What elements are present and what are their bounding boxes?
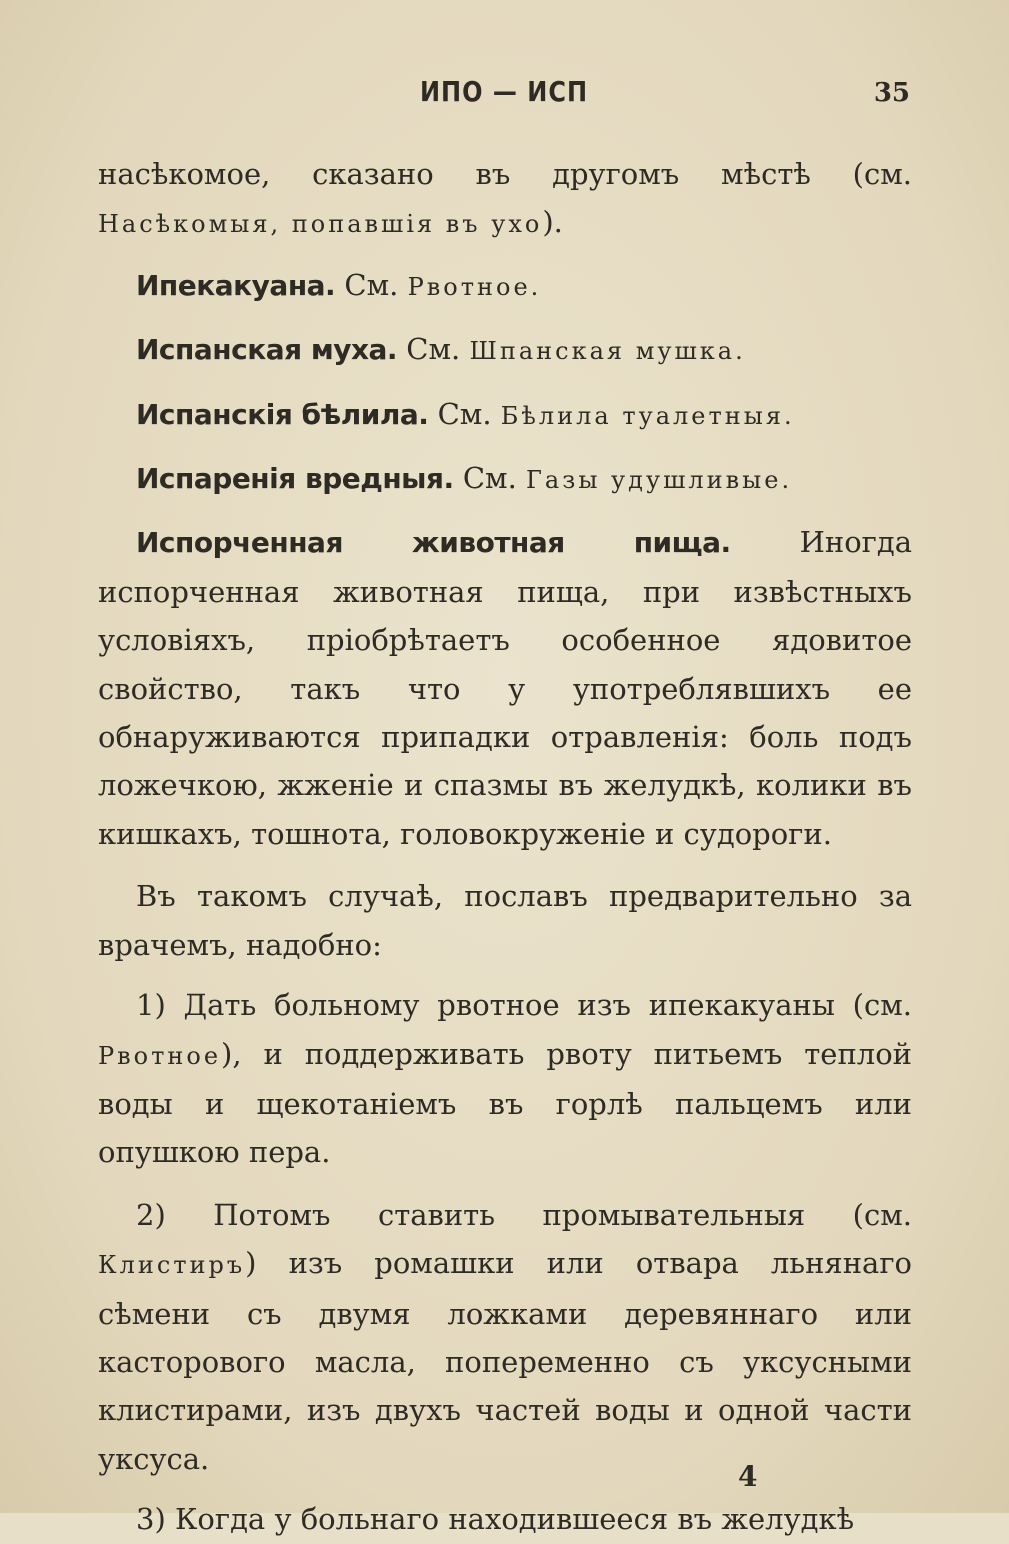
entry-harmful-vapors bbox=[98, 454, 912, 504]
entry-spoiled-food bbox=[98, 518, 912, 858]
entry-headword: Испанскія бѣлила. bbox=[136, 397, 429, 431]
cross-reference: Бѣлила туалетныя. bbox=[500, 401, 795, 430]
entry-headword: Ипекакуана. bbox=[136, 268, 336, 302]
step-text: 1) Дать больному рвотное изъ ипекакуаны (см. bbox=[136, 988, 912, 1023]
entry-spanish-fly bbox=[98, 325, 912, 375]
treatment-step-3: 3) Когда у больнаго находившееся въ желудкѣ bbox=[136, 1502, 855, 1537]
cross-reference: Шпанская мушка. bbox=[469, 337, 746, 366]
continuation-paragraph bbox=[98, 150, 912, 249]
treatment-intro: Въ такомъ случаѣ, пославъ предварительно за врачемъ, надобно: bbox=[98, 879, 912, 962]
see-label: См. bbox=[428, 396, 501, 431]
entry-headword: Испорченная животная пища. bbox=[136, 526, 731, 560]
see-label: См. bbox=[335, 267, 408, 302]
entry-headword: Испаренія вредныя. bbox=[136, 462, 454, 496]
cross-reference: Насѣкомыя, попавшія въ ухо bbox=[98, 210, 543, 239]
page-number: 35 bbox=[873, 78, 910, 108]
running-header bbox=[98, 75, 910, 114]
cross-reference: Рвотное bbox=[98, 1041, 222, 1070]
cont-end: ). bbox=[542, 205, 563, 240]
entry-ipecacuanha bbox=[98, 261, 912, 311]
entry-text: Иногда испорченная животная пища, при извѣстныхъ условіяхъ, пріобрѣтаетъ особенное ядовитое свойство, такъ что у употреблявшихъ ее обнаруживаются припадки отравленія: боль подъ ложечкою, жженіе и спазмы въ желудкѣ, колики въ кишкахъ, тошнота, головокруженіе и судороги. bbox=[98, 525, 913, 851]
treatment-step-2 bbox=[98, 1191, 912, 1483]
see-label: См. bbox=[397, 332, 470, 367]
entry-spanish-white bbox=[98, 390, 912, 440]
see-label: См. bbox=[453, 461, 527, 496]
cross-reference: Рвотное. bbox=[407, 272, 542, 301]
page-body bbox=[98, 150, 912, 1544]
cross-reference: Газы удушливые. bbox=[526, 466, 793, 495]
treatment-step-1 bbox=[98, 981, 912, 1177]
signature-mark: 4 bbox=[738, 1460, 758, 1493]
step-text: ), и поддерживать рвоту питьемъ теплой воды и щекотаніемъ въ горлѣ пальцемъ или опушкою пера. bbox=[98, 1036, 912, 1170]
step-text: 2) Потомъ ставить промывательныя (см. bbox=[136, 1197, 912, 1232]
entry-headword: Испанская муха. bbox=[136, 333, 398, 367]
cont-text: насѣкомое, сказано въ другомъ мѣстѣ (см. bbox=[98, 157, 912, 191]
cross-reference: Клистиръ bbox=[98, 1251, 246, 1280]
header-title: ИПО — ИСП bbox=[419, 75, 589, 109]
step-text: ) изъ ромашки или отвара льнянаго сѣмени съ двумя ложками деревяннаго или касторового масла, попеременно съ уксусными клистирами, изъ двухъ частей воды и одной части уксуса. bbox=[98, 1246, 912, 1476]
